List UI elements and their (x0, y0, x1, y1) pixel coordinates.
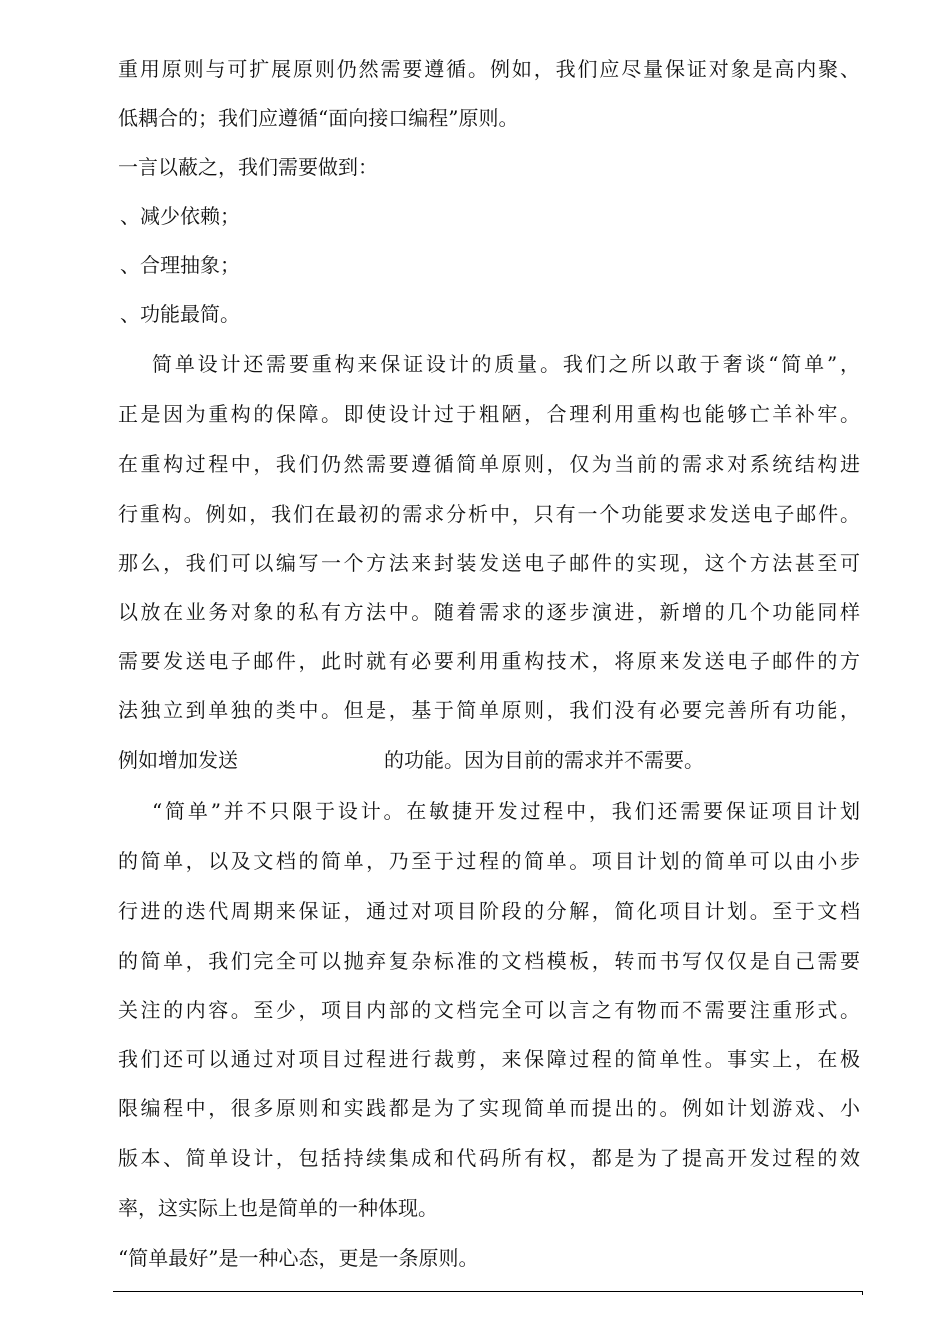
footer-rule-tick (858, 1291, 863, 1295)
text-line: 需要发送电子邮件，此时就有必要利用重构技术，将原来发送电子邮件的方 (118, 649, 860, 673)
text-after-gap: 的功能。因为目前的需求并不需要。 (384, 748, 704, 772)
text-line: 行重构。例如，我们在最初的需求分析中，只有一个功能要求发送电子邮件。 (118, 502, 860, 526)
footer-rule (113, 1291, 862, 1292)
text-line: 以放在业务对象的私有方法中。随着需求的逐步演进，新增的几个功能同样 (118, 600, 860, 624)
paragraph-first-line: 简单设计还需要重构来保证设计的质量。我们之所以敢于奢谈“简单”， (152, 352, 860, 376)
text-line: 一言以蔽之，我们需要做到： (118, 155, 378, 179)
closing-line: “简单最好”是一种心态，更是一条原则。 (118, 1246, 479, 1270)
list-item: 、减少依赖； (120, 204, 240, 228)
text-line: 法独立到单独的类中。但是，基于简单原则，我们没有必要完善所有功能， (118, 698, 860, 722)
text-line: 率，这实际上也是简单的一种体现。 (118, 1196, 438, 1220)
text-line: 版本、简单设计，包括持续集成和代码所有权，都是为了提高开发过程的效 (118, 1146, 860, 1170)
text-before-gap: 例如增加发送 (118, 748, 238, 772)
text-line: 在重构过程中，我们仍然需要遵循简单原则，仅为当前的需求对系统结构进 (118, 452, 860, 476)
text-line: 关注的内容。至少，项目内部的文档完全可以言之有物而不需要注重形式。 (118, 998, 860, 1022)
text-line: 的简单，以及文档的简单，乃至于过程的简单。项目计划的简单可以由小步 (118, 849, 860, 873)
text-line: 正是因为重构的保障。即使设计过于粗陋，合理利用重构也能够亡羊补牢。 (118, 402, 860, 426)
text-line: 的简单，我们完全可以抛弃复杂标准的文档模板，转而书写仅仅是自己需要 (118, 949, 860, 973)
list-item: 、合理抽象； (120, 253, 240, 277)
text-line: 行进的迭代周期来保证，通过对项目阶段的分解，简化项目计划。至于文档 (118, 899, 860, 923)
text-line-with-gap (118, 736, 860, 785)
list-item: 、功能最简。 (120, 302, 240, 326)
text-line: 那么，我们可以编写一个方法来封装发送电子邮件的实现，这个方法甚至可 (118, 551, 860, 575)
text-line: 我们还可以通过对项目过程进行裁剪，来保障过程的简单性。事实上，在极 (118, 1047, 860, 1071)
text-line: 重用原则与可扩展原则仍然需要遵循。例如，我们应尽量保证对象是高内聚、 (118, 57, 860, 81)
paragraph-first-line: “简单”并不只限于设计。在敏捷开发过程中，我们还需要保证项目计划 (152, 799, 860, 823)
text-line: 低耦合的；我们应遵循“面向接口编程”原则。 (118, 106, 519, 130)
text-line: 限编程中，很多原则和实践都是为了实现简单而提出的。例如计划游戏、小 (118, 1096, 860, 1120)
